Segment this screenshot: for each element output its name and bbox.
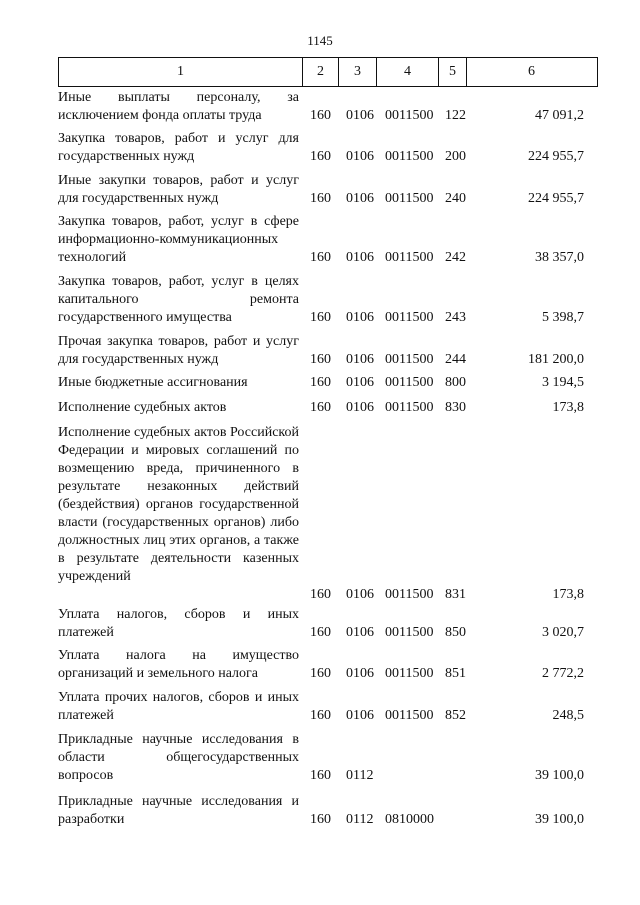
row-c4-value: 0011500 xyxy=(385,625,434,640)
row-c3-value: 0112 xyxy=(346,768,374,783)
row-description: Исполнение судебных актов Российской Федерации и мировых соглашений по возмещению вреда, причиненного в результате незаконных действий (бездействия) органов государственной власти (государственных органов) либо должностных лиц этих органов, а также в результате деятельности казенных учреждений xyxy=(58,425,299,584)
row-c6-value: 3 020,7 xyxy=(542,625,584,640)
table-row xyxy=(0,731,640,785)
header-col-1: 1 xyxy=(177,64,184,79)
table-header xyxy=(58,57,598,87)
row-c4-value: 0011500 xyxy=(385,666,434,681)
table-row xyxy=(0,273,640,327)
row-description: Прочая закупка товаров, работ и услуг для государственных нужд xyxy=(58,334,299,367)
row-c3-value: 0106 xyxy=(346,352,374,367)
row-c6-value: 39 100,0 xyxy=(535,812,584,827)
row-c6-value: 224 955,7 xyxy=(528,149,584,164)
row-c6-value: 224 955,7 xyxy=(528,191,584,206)
row-c4-value: 0011500 xyxy=(385,191,434,206)
header-col-5: 5 xyxy=(438,58,466,86)
row-c4-value: 0011500 xyxy=(385,587,434,602)
row-description: Уплата налогов, сборов и иных платежей xyxy=(58,607,299,640)
row-c4-value: 0011500 xyxy=(385,108,434,123)
page-number: 1145 xyxy=(307,33,333,48)
row-c4-value: 0011500 xyxy=(385,149,434,164)
row-c2-value: 160 xyxy=(310,375,331,390)
table-row xyxy=(0,89,640,125)
row-c3-value: 0106 xyxy=(346,587,374,602)
row-c2-value: 160 xyxy=(310,310,331,325)
header-col-6: 6 xyxy=(466,58,596,86)
row-c5-value: 243 xyxy=(445,310,466,325)
row-c5-value: 240 xyxy=(445,191,466,206)
row-c5-value: 242 xyxy=(445,250,466,265)
row-c2-value: 160 xyxy=(310,352,331,367)
row-c5-value: 800 xyxy=(445,375,466,390)
row-c3-value: 0112 xyxy=(346,812,374,827)
row-c6-value: 248,5 xyxy=(552,708,584,723)
row-description: Иные выплаты персоналу, за исключением фонда оплаты труда xyxy=(58,90,299,123)
row-description: Прикладные научные исследования в области общегосударственных вопросов xyxy=(58,732,299,783)
row-c3-value: 0106 xyxy=(346,191,374,206)
row-c2-value: 160 xyxy=(310,625,331,640)
row-c4-value: 0810000 xyxy=(385,812,434,827)
row-c3-value: 0106 xyxy=(346,400,374,415)
row-c2-value: 160 xyxy=(310,708,331,723)
row-c6-value: 5 398,7 xyxy=(542,310,584,325)
row-c2-value: 160 xyxy=(310,768,331,783)
row-c3-value: 0106 xyxy=(346,708,374,723)
table-row xyxy=(0,424,640,604)
row-description: Иные бюджетные ассигнования xyxy=(58,375,248,390)
table-row xyxy=(0,606,640,642)
table-row xyxy=(0,333,640,369)
row-description: Исполнение судебных актов xyxy=(58,400,227,415)
row-c4-value: 0011500 xyxy=(385,310,434,325)
table-row xyxy=(0,172,640,208)
row-c2-value: 160 xyxy=(310,587,331,602)
row-c2-value: 160 xyxy=(310,191,331,206)
row-c3-value: 0106 xyxy=(346,310,374,325)
row-c2-value: 160 xyxy=(310,108,331,123)
row-description: Закупка товаров, работ, услуг в целях капитального ремонта государственного имущества xyxy=(58,274,299,325)
row-description: Иные закупки товаров, работ и услуг для государственных нужд xyxy=(58,173,299,206)
row-description: Прикладные научные исследования и разработки xyxy=(58,794,299,827)
row-c5-value: 852 xyxy=(445,708,466,723)
row-c5-value: 850 xyxy=(445,625,466,640)
row-c2-value: 160 xyxy=(310,666,331,681)
row-description: Уплата прочих налогов, сборов и иных платежей xyxy=(58,690,299,723)
row-c2-value: 160 xyxy=(310,250,331,265)
row-c6-value: 39 100,0 xyxy=(535,768,584,783)
row-c3-value: 0106 xyxy=(346,250,374,265)
row-c4-value: 0011500 xyxy=(385,400,434,415)
table-row xyxy=(0,647,640,683)
row-c2-value: 160 xyxy=(310,400,331,415)
row-c6-value: 47 091,2 xyxy=(535,108,584,123)
table-row xyxy=(0,399,640,417)
header-col-2: 2 xyxy=(302,58,338,86)
row-c5-value: 244 xyxy=(445,352,466,367)
row-c6-value: 2 772,2 xyxy=(542,666,584,681)
row-c3-value: 0106 xyxy=(346,149,374,164)
row-c4-value: 0011500 xyxy=(385,375,434,390)
row-c5-value: 830 xyxy=(445,400,466,415)
row-c6-value: 181 200,0 xyxy=(528,352,584,367)
table-row xyxy=(0,374,640,392)
header-col-4: 4 xyxy=(376,58,438,86)
row-c6-value: 38 357,0 xyxy=(535,250,584,265)
row-c5-value: 122 xyxy=(445,108,466,123)
header-col-3: 3 xyxy=(338,58,376,86)
row-c6-value: 173,8 xyxy=(552,587,584,602)
row-description: Уплата налога на имущество организаций и земельного налога xyxy=(58,648,299,681)
row-c4-value: 0011500 xyxy=(385,352,434,367)
table-row xyxy=(0,130,640,166)
table-row xyxy=(0,793,640,829)
row-c2-value: 160 xyxy=(310,812,331,827)
row-c3-value: 0106 xyxy=(346,666,374,681)
row-c3-value: 0106 xyxy=(346,625,374,640)
row-description: Закупка товаров, работ, услуг в сфере информационно-коммуникационных технологий xyxy=(58,214,299,265)
row-c4-value: 0011500 xyxy=(385,708,434,723)
row-c6-value: 3 194,5 xyxy=(542,375,584,390)
table-row xyxy=(0,689,640,725)
row-c5-value: 200 xyxy=(445,149,466,164)
row-c6-value: 173,8 xyxy=(552,400,584,415)
row-c5-value: 851 xyxy=(445,666,466,681)
row-c2-value: 160 xyxy=(310,149,331,164)
row-description: Закупка товаров, работ и услуг для государственных нужд xyxy=(58,131,299,164)
table-row xyxy=(0,213,640,267)
row-c5-value: 831 xyxy=(445,587,466,602)
row-c3-value: 0106 xyxy=(346,375,374,390)
row-c4-value: 0011500 xyxy=(385,250,434,265)
row-c3-value: 0106 xyxy=(346,108,374,123)
